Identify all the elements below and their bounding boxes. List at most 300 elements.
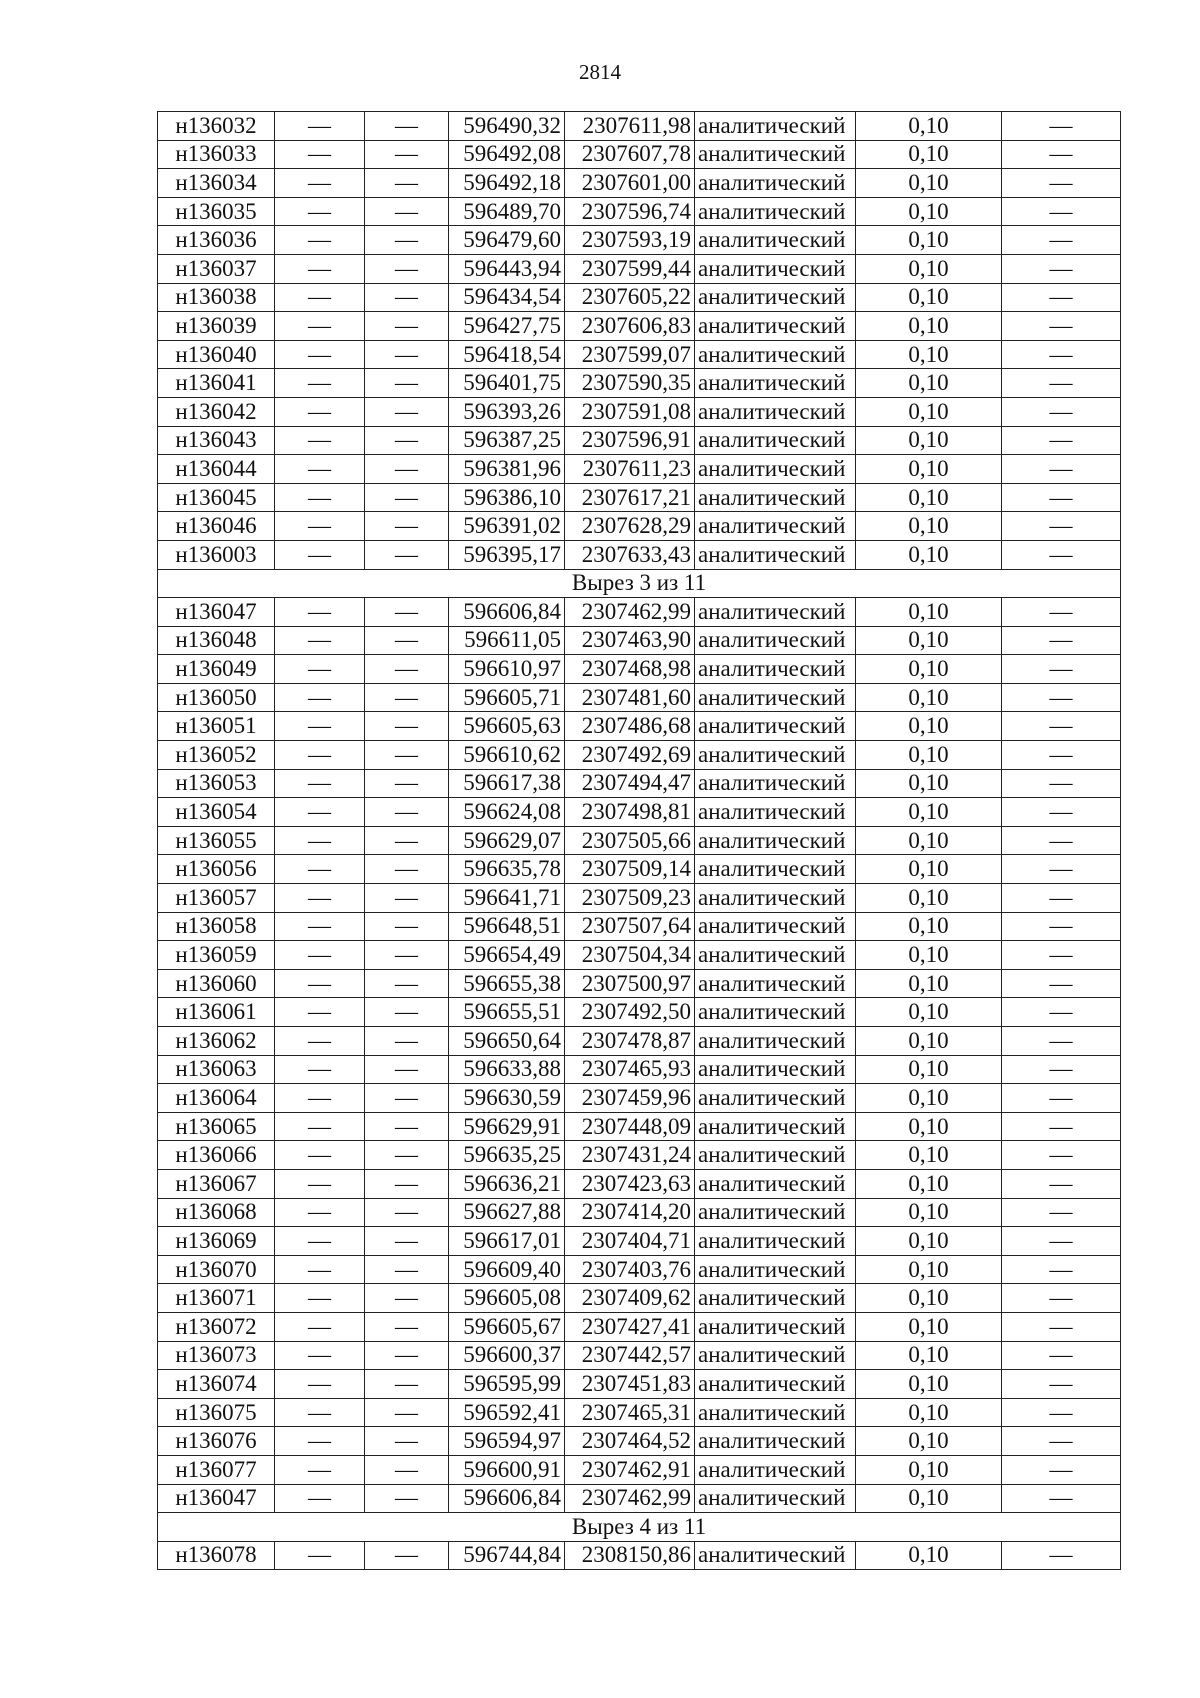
accuracy-cell: 0,10 [856, 1370, 1002, 1399]
old-y-cell: — [365, 1169, 449, 1198]
old-y-cell: — [365, 1370, 449, 1399]
description-cell: — [1002, 455, 1121, 484]
table-row [158, 112, 1121, 141]
x-coordinate-cell: 596489,70 [449, 197, 565, 226]
table-row [158, 1141, 1121, 1170]
x-coordinate-cell: 596492,18 [449, 169, 565, 198]
x-coordinate-cell: 596617,01 [449, 1227, 565, 1256]
table-row [158, 483, 1121, 512]
table-row [158, 655, 1121, 684]
accuracy-cell: 0,10 [856, 512, 1002, 541]
table-row [158, 1169, 1121, 1198]
y-coordinate-cell: 2307478,87 [565, 1027, 695, 1056]
old-x-cell: — [275, 426, 365, 455]
description-cell: — [1002, 1027, 1121, 1056]
table-row [158, 1341, 1121, 1370]
method-cell: аналитический [695, 283, 856, 312]
y-coordinate-cell: 2307596,74 [565, 197, 695, 226]
accuracy-cell: 0,10 [856, 769, 1002, 798]
description-cell: — [1002, 769, 1121, 798]
old-x-cell: — [275, 369, 365, 398]
old-y-cell: — [365, 1312, 449, 1341]
table-row [158, 254, 1121, 283]
y-coordinate-cell: 2307423,63 [565, 1169, 695, 1198]
method-cell: аналитический [695, 1198, 856, 1227]
method-cell: аналитический [695, 626, 856, 655]
description-cell: — [1002, 226, 1121, 255]
description-cell: — [1002, 397, 1121, 426]
point-name-cell: н136059 [158, 941, 275, 970]
y-coordinate-cell: 2307463,90 [565, 626, 695, 655]
description-cell: — [1002, 598, 1121, 627]
old-x-cell: — [275, 254, 365, 283]
old-y-cell: — [365, 598, 449, 627]
old-x-cell: — [275, 798, 365, 827]
x-coordinate-cell: 596654,49 [449, 941, 565, 970]
old-y-cell: — [365, 1484, 449, 1513]
point-name-cell: н136077 [158, 1455, 275, 1484]
x-coordinate-cell: 596606,84 [449, 598, 565, 627]
description-cell: — [1002, 826, 1121, 855]
point-name-cell: н136074 [158, 1370, 275, 1399]
method-cell: аналитический [695, 798, 856, 827]
accuracy-cell: 0,10 [856, 1284, 1002, 1313]
accuracy-cell: 0,10 [856, 1027, 1002, 1056]
old-x-cell: — [275, 626, 365, 655]
old-y-cell: — [365, 912, 449, 941]
table-row [158, 455, 1121, 484]
y-coordinate-cell: 2307500,97 [565, 969, 695, 998]
description-cell: — [1002, 1227, 1121, 1256]
old-y-cell: — [365, 1541, 449, 1570]
y-coordinate-cell: 2307404,71 [565, 1227, 695, 1256]
table-row [158, 1370, 1121, 1399]
x-coordinate-cell: 596427,75 [449, 312, 565, 341]
method-cell: аналитический [695, 1541, 856, 1570]
old-x-cell: — [275, 1312, 365, 1341]
x-coordinate-cell: 596655,38 [449, 969, 565, 998]
accuracy-cell: 0,10 [856, 969, 1002, 998]
description-cell: — [1002, 254, 1121, 283]
old-x-cell: — [275, 140, 365, 169]
accuracy-cell: 0,10 [856, 998, 1002, 1027]
old-y-cell: — [365, 1055, 449, 1084]
accuracy-cell: 0,10 [856, 941, 1002, 970]
accuracy-cell: 0,10 [856, 226, 1002, 255]
x-coordinate-cell: 596381,96 [449, 455, 565, 484]
description-cell: — [1002, 1284, 1121, 1313]
method-cell: аналитический [695, 483, 856, 512]
description-cell: — [1002, 998, 1121, 1027]
accuracy-cell: 0,10 [856, 169, 1002, 198]
x-coordinate-cell: 596629,07 [449, 826, 565, 855]
y-coordinate-cell: 2307403,76 [565, 1255, 695, 1284]
old-x-cell: — [275, 169, 365, 198]
table-row [158, 683, 1121, 712]
x-coordinate-cell: 596648,51 [449, 912, 565, 941]
accuracy-cell: 0,10 [856, 712, 1002, 741]
description-cell: — [1002, 1398, 1121, 1427]
method-cell: аналитический [695, 826, 856, 855]
x-coordinate-cell: 596744,84 [449, 1541, 565, 1570]
old-x-cell: — [275, 112, 365, 141]
accuracy-cell: 0,10 [856, 112, 1002, 141]
point-name-cell: н136050 [158, 683, 275, 712]
x-coordinate-cell: 596393,26 [449, 397, 565, 426]
method-cell: аналитический [695, 598, 856, 627]
old-y-cell: — [365, 312, 449, 341]
y-coordinate-cell: 2307442,57 [565, 1341, 695, 1370]
method-cell: аналитический [695, 426, 856, 455]
table-row [158, 1055, 1121, 1084]
table-row [158, 540, 1121, 569]
point-name-cell: н136047 [158, 598, 275, 627]
y-coordinate-cell: 2307492,50 [565, 998, 695, 1027]
table-row [158, 826, 1121, 855]
description-cell: — [1002, 712, 1121, 741]
table-row [158, 598, 1121, 627]
accuracy-cell: 0,10 [856, 912, 1002, 941]
table-row [158, 1455, 1121, 1484]
description-cell: — [1002, 169, 1121, 198]
accuracy-cell: 0,10 [856, 1484, 1002, 1513]
accuracy-cell: 0,10 [856, 1398, 1002, 1427]
accuracy-cell: 0,10 [856, 1198, 1002, 1227]
x-coordinate-cell: 596635,78 [449, 855, 565, 884]
x-coordinate-cell: 596606,84 [449, 1484, 565, 1513]
old-x-cell: — [275, 540, 365, 569]
old-x-cell: — [275, 1284, 365, 1313]
accuracy-cell: 0,10 [856, 826, 1002, 855]
table-row [158, 1541, 1121, 1570]
old-x-cell: — [275, 1455, 365, 1484]
description-cell: — [1002, 512, 1121, 541]
method-cell: аналитический [695, 1341, 856, 1370]
point-name-cell: н136075 [158, 1398, 275, 1427]
point-name-cell: н136034 [158, 169, 275, 198]
old-x-cell: — [275, 397, 365, 426]
section-row [158, 1513, 1121, 1542]
table-row [158, 1427, 1121, 1456]
method-cell: аналитический [695, 1141, 856, 1170]
old-y-cell: — [365, 483, 449, 512]
method-cell: аналитический [695, 397, 856, 426]
x-coordinate-cell: 596490,32 [449, 112, 565, 141]
old-y-cell: — [365, 941, 449, 970]
old-y-cell: — [365, 140, 449, 169]
x-coordinate-cell: 596479,60 [449, 226, 565, 255]
method-cell: аналитический [695, 1055, 856, 1084]
method-cell: аналитический [695, 912, 856, 941]
y-coordinate-cell: 2307607,78 [565, 140, 695, 169]
point-name-cell: н136069 [158, 1227, 275, 1256]
description-cell: — [1002, 1198, 1121, 1227]
old-x-cell: — [275, 1427, 365, 1456]
accuracy-cell: 0,10 [856, 1084, 1002, 1113]
y-coordinate-cell: 2307505,66 [565, 826, 695, 855]
x-coordinate-cell: 596633,88 [449, 1055, 565, 1084]
y-coordinate-cell: 2307486,68 [565, 712, 695, 741]
method-cell: аналитический [695, 197, 856, 226]
old-x-cell: — [275, 1255, 365, 1284]
x-coordinate-cell: 596636,21 [449, 1169, 565, 1198]
accuracy-cell: 0,10 [856, 455, 1002, 484]
old-y-cell: — [365, 197, 449, 226]
method-cell: аналитический [695, 140, 856, 169]
x-coordinate-cell: 596609,40 [449, 1255, 565, 1284]
table-body [158, 112, 1121, 1570]
method-cell: аналитический [695, 712, 856, 741]
x-coordinate-cell: 596630,59 [449, 1084, 565, 1113]
point-name-cell: н136063 [158, 1055, 275, 1084]
y-coordinate-cell: 2307427,41 [565, 1312, 695, 1341]
description-cell: — [1002, 340, 1121, 369]
method-cell: аналитический [695, 1370, 856, 1399]
point-name-cell: н136076 [158, 1427, 275, 1456]
old-x-cell: — [275, 884, 365, 913]
point-name-cell: н136068 [158, 1198, 275, 1227]
description-cell: — [1002, 1370, 1121, 1399]
y-coordinate-cell: 2307459,96 [565, 1084, 695, 1113]
section-row [158, 569, 1121, 598]
old-y-cell: — [365, 769, 449, 798]
description-cell: — [1002, 1255, 1121, 1284]
description-cell: — [1002, 1084, 1121, 1113]
old-y-cell: — [365, 340, 449, 369]
method-cell: аналитический [695, 741, 856, 770]
description-cell: — [1002, 312, 1121, 341]
point-name-cell: н136056 [158, 855, 275, 884]
old-y-cell: — [365, 655, 449, 684]
y-coordinate-cell: 2307611,23 [565, 455, 695, 484]
y-coordinate-cell: 2307596,91 [565, 426, 695, 455]
method-cell: аналитический [695, 455, 856, 484]
description-cell: — [1002, 855, 1121, 884]
point-name-cell: н136037 [158, 254, 275, 283]
y-coordinate-cell: 2307462,99 [565, 1484, 695, 1513]
description-cell: — [1002, 112, 1121, 141]
point-name-cell: н136041 [158, 369, 275, 398]
y-coordinate-cell: 2307605,22 [565, 283, 695, 312]
accuracy-cell: 0,10 [856, 741, 1002, 770]
old-y-cell: — [365, 1084, 449, 1113]
old-y-cell: — [365, 512, 449, 541]
description-cell: — [1002, 683, 1121, 712]
x-coordinate-cell: 596655,51 [449, 998, 565, 1027]
old-x-cell: — [275, 912, 365, 941]
accuracy-cell: 0,10 [856, 655, 1002, 684]
x-coordinate-cell: 596605,08 [449, 1284, 565, 1313]
method-cell: аналитический [695, 855, 856, 884]
old-y-cell: — [365, 826, 449, 855]
old-x-cell: — [275, 1341, 365, 1370]
accuracy-cell: 0,10 [856, 197, 1002, 226]
x-coordinate-cell: 596635,25 [449, 1141, 565, 1170]
old-y-cell: — [365, 884, 449, 913]
table-row [158, 1255, 1121, 1284]
old-y-cell: — [365, 426, 449, 455]
section-title: Вырез 4 из 11 [158, 1513, 1121, 1542]
description-cell: — [1002, 1541, 1121, 1570]
description-cell: — [1002, 140, 1121, 169]
method-cell: аналитический [695, 1169, 856, 1198]
old-y-cell: — [365, 254, 449, 283]
table-row [158, 998, 1121, 1027]
old-y-cell: — [365, 683, 449, 712]
table-row [158, 226, 1121, 255]
accuracy-cell: 0,10 [856, 1455, 1002, 1484]
accuracy-cell: 0,10 [856, 369, 1002, 398]
old-y-cell: — [365, 1198, 449, 1227]
method-cell: аналитический [695, 969, 856, 998]
y-coordinate-cell: 2307509,23 [565, 884, 695, 913]
description-cell: — [1002, 1141, 1121, 1170]
accuracy-cell: 0,10 [856, 1541, 1002, 1570]
old-y-cell: — [365, 1141, 449, 1170]
table-row [158, 426, 1121, 455]
point-name-cell: н136036 [158, 226, 275, 255]
point-name-cell: н136061 [158, 998, 275, 1027]
method-cell: аналитический [695, 1484, 856, 1513]
old-x-cell: — [275, 1084, 365, 1113]
old-y-cell: — [365, 1255, 449, 1284]
point-name-cell: н136039 [158, 312, 275, 341]
x-coordinate-cell: 596386,10 [449, 483, 565, 512]
old-y-cell: — [365, 283, 449, 312]
point-name-cell: н136078 [158, 1541, 275, 1570]
old-x-cell: — [275, 1370, 365, 1399]
accuracy-cell: 0,10 [856, 1055, 1002, 1084]
point-name-cell: н136066 [158, 1141, 275, 1170]
old-x-cell: — [275, 1055, 365, 1084]
old-y-cell: — [365, 969, 449, 998]
x-coordinate-cell: 596387,25 [449, 426, 565, 455]
y-coordinate-cell: 2307451,83 [565, 1370, 695, 1399]
point-name-cell: н136035 [158, 197, 275, 226]
accuracy-cell: 0,10 [856, 426, 1002, 455]
x-coordinate-cell: 596610,62 [449, 741, 565, 770]
x-coordinate-cell: 596395,17 [449, 540, 565, 569]
description-cell: — [1002, 912, 1121, 941]
point-name-cell: н136054 [158, 798, 275, 827]
y-coordinate-cell: 2307599,44 [565, 254, 695, 283]
accuracy-cell: 0,10 [856, 598, 1002, 627]
point-name-cell: н136040 [158, 340, 275, 369]
y-coordinate-cell: 2307448,09 [565, 1112, 695, 1141]
point-name-cell: н136067 [158, 1169, 275, 1198]
accuracy-cell: 0,10 [856, 1255, 1002, 1284]
accuracy-cell: 0,10 [856, 626, 1002, 655]
y-coordinate-cell: 2307606,83 [565, 312, 695, 341]
table-row [158, 912, 1121, 941]
method-cell: аналитический [695, 512, 856, 541]
old-y-cell: — [365, 455, 449, 484]
method-cell: аналитический [695, 884, 856, 913]
old-x-cell: — [275, 1141, 365, 1170]
point-name-cell: н136045 [158, 483, 275, 512]
description-cell: — [1002, 969, 1121, 998]
description-cell: — [1002, 1055, 1121, 1084]
old-y-cell: — [365, 1455, 449, 1484]
y-coordinate-cell: 2307465,31 [565, 1398, 695, 1427]
old-x-cell: — [275, 283, 365, 312]
method-cell: аналитический [695, 683, 856, 712]
accuracy-cell: 0,10 [856, 1169, 1002, 1198]
y-coordinate-cell: 2307409,62 [565, 1284, 695, 1313]
y-coordinate-cell: 2307593,19 [565, 226, 695, 255]
description-cell: — [1002, 1112, 1121, 1141]
x-coordinate-cell: 596605,67 [449, 1312, 565, 1341]
old-y-cell: — [365, 1427, 449, 1456]
accuracy-cell: 0,10 [856, 683, 1002, 712]
table-row [158, 712, 1121, 741]
x-coordinate-cell: 596641,71 [449, 884, 565, 913]
table-row [158, 855, 1121, 884]
table-row [158, 1227, 1121, 1256]
table-row [158, 140, 1121, 169]
old-x-cell: — [275, 683, 365, 712]
description-cell: — [1002, 741, 1121, 770]
description-cell: — [1002, 197, 1121, 226]
old-x-cell: — [275, 1112, 365, 1141]
x-coordinate-cell: 596492,08 [449, 140, 565, 169]
method-cell: аналитический [695, 998, 856, 1027]
y-coordinate-cell: 2307431,24 [565, 1141, 695, 1170]
y-coordinate-cell: 2307481,60 [565, 683, 695, 712]
old-x-cell: — [275, 1227, 365, 1256]
old-y-cell: — [365, 226, 449, 255]
point-name-cell: н136070 [158, 1255, 275, 1284]
point-name-cell: н136047 [158, 1484, 275, 1513]
y-coordinate-cell: 2307462,99 [565, 598, 695, 627]
description-cell: — [1002, 655, 1121, 684]
description-cell: — [1002, 626, 1121, 655]
description-cell: — [1002, 483, 1121, 512]
point-name-cell: н136051 [158, 712, 275, 741]
old-x-cell: — [275, 855, 365, 884]
x-coordinate-cell: 596610,97 [449, 655, 565, 684]
x-coordinate-cell: 596605,71 [449, 683, 565, 712]
old-x-cell: — [275, 998, 365, 1027]
accuracy-cell: 0,10 [856, 1141, 1002, 1170]
old-x-cell: — [275, 512, 365, 541]
table-row [158, 1027, 1121, 1056]
x-coordinate-cell: 596650,64 [449, 1027, 565, 1056]
old-x-cell: — [275, 226, 365, 255]
old-x-cell: — [275, 1484, 365, 1513]
y-coordinate-cell: 2307633,43 [565, 540, 695, 569]
accuracy-cell: 0,10 [856, 1227, 1002, 1256]
table-row [158, 1484, 1121, 1513]
description-cell: — [1002, 1341, 1121, 1370]
y-coordinate-cell: 2307462,91 [565, 1455, 695, 1484]
method-cell: аналитический [695, 1398, 856, 1427]
y-coordinate-cell: 2307628,29 [565, 512, 695, 541]
old-y-cell: — [365, 1341, 449, 1370]
description-cell: — [1002, 426, 1121, 455]
x-coordinate-cell: 596617,38 [449, 769, 565, 798]
method-cell: аналитический [695, 1455, 856, 1484]
description-cell: — [1002, 1484, 1121, 1513]
table-row [158, 1398, 1121, 1427]
method-cell: аналитический [695, 941, 856, 970]
accuracy-cell: 0,10 [856, 283, 1002, 312]
method-cell: аналитический [695, 1427, 856, 1456]
y-coordinate-cell: 2307507,64 [565, 912, 695, 941]
point-name-cell: н136057 [158, 884, 275, 913]
point-name-cell: н136052 [158, 741, 275, 770]
x-coordinate-cell: 596401,75 [449, 369, 565, 398]
